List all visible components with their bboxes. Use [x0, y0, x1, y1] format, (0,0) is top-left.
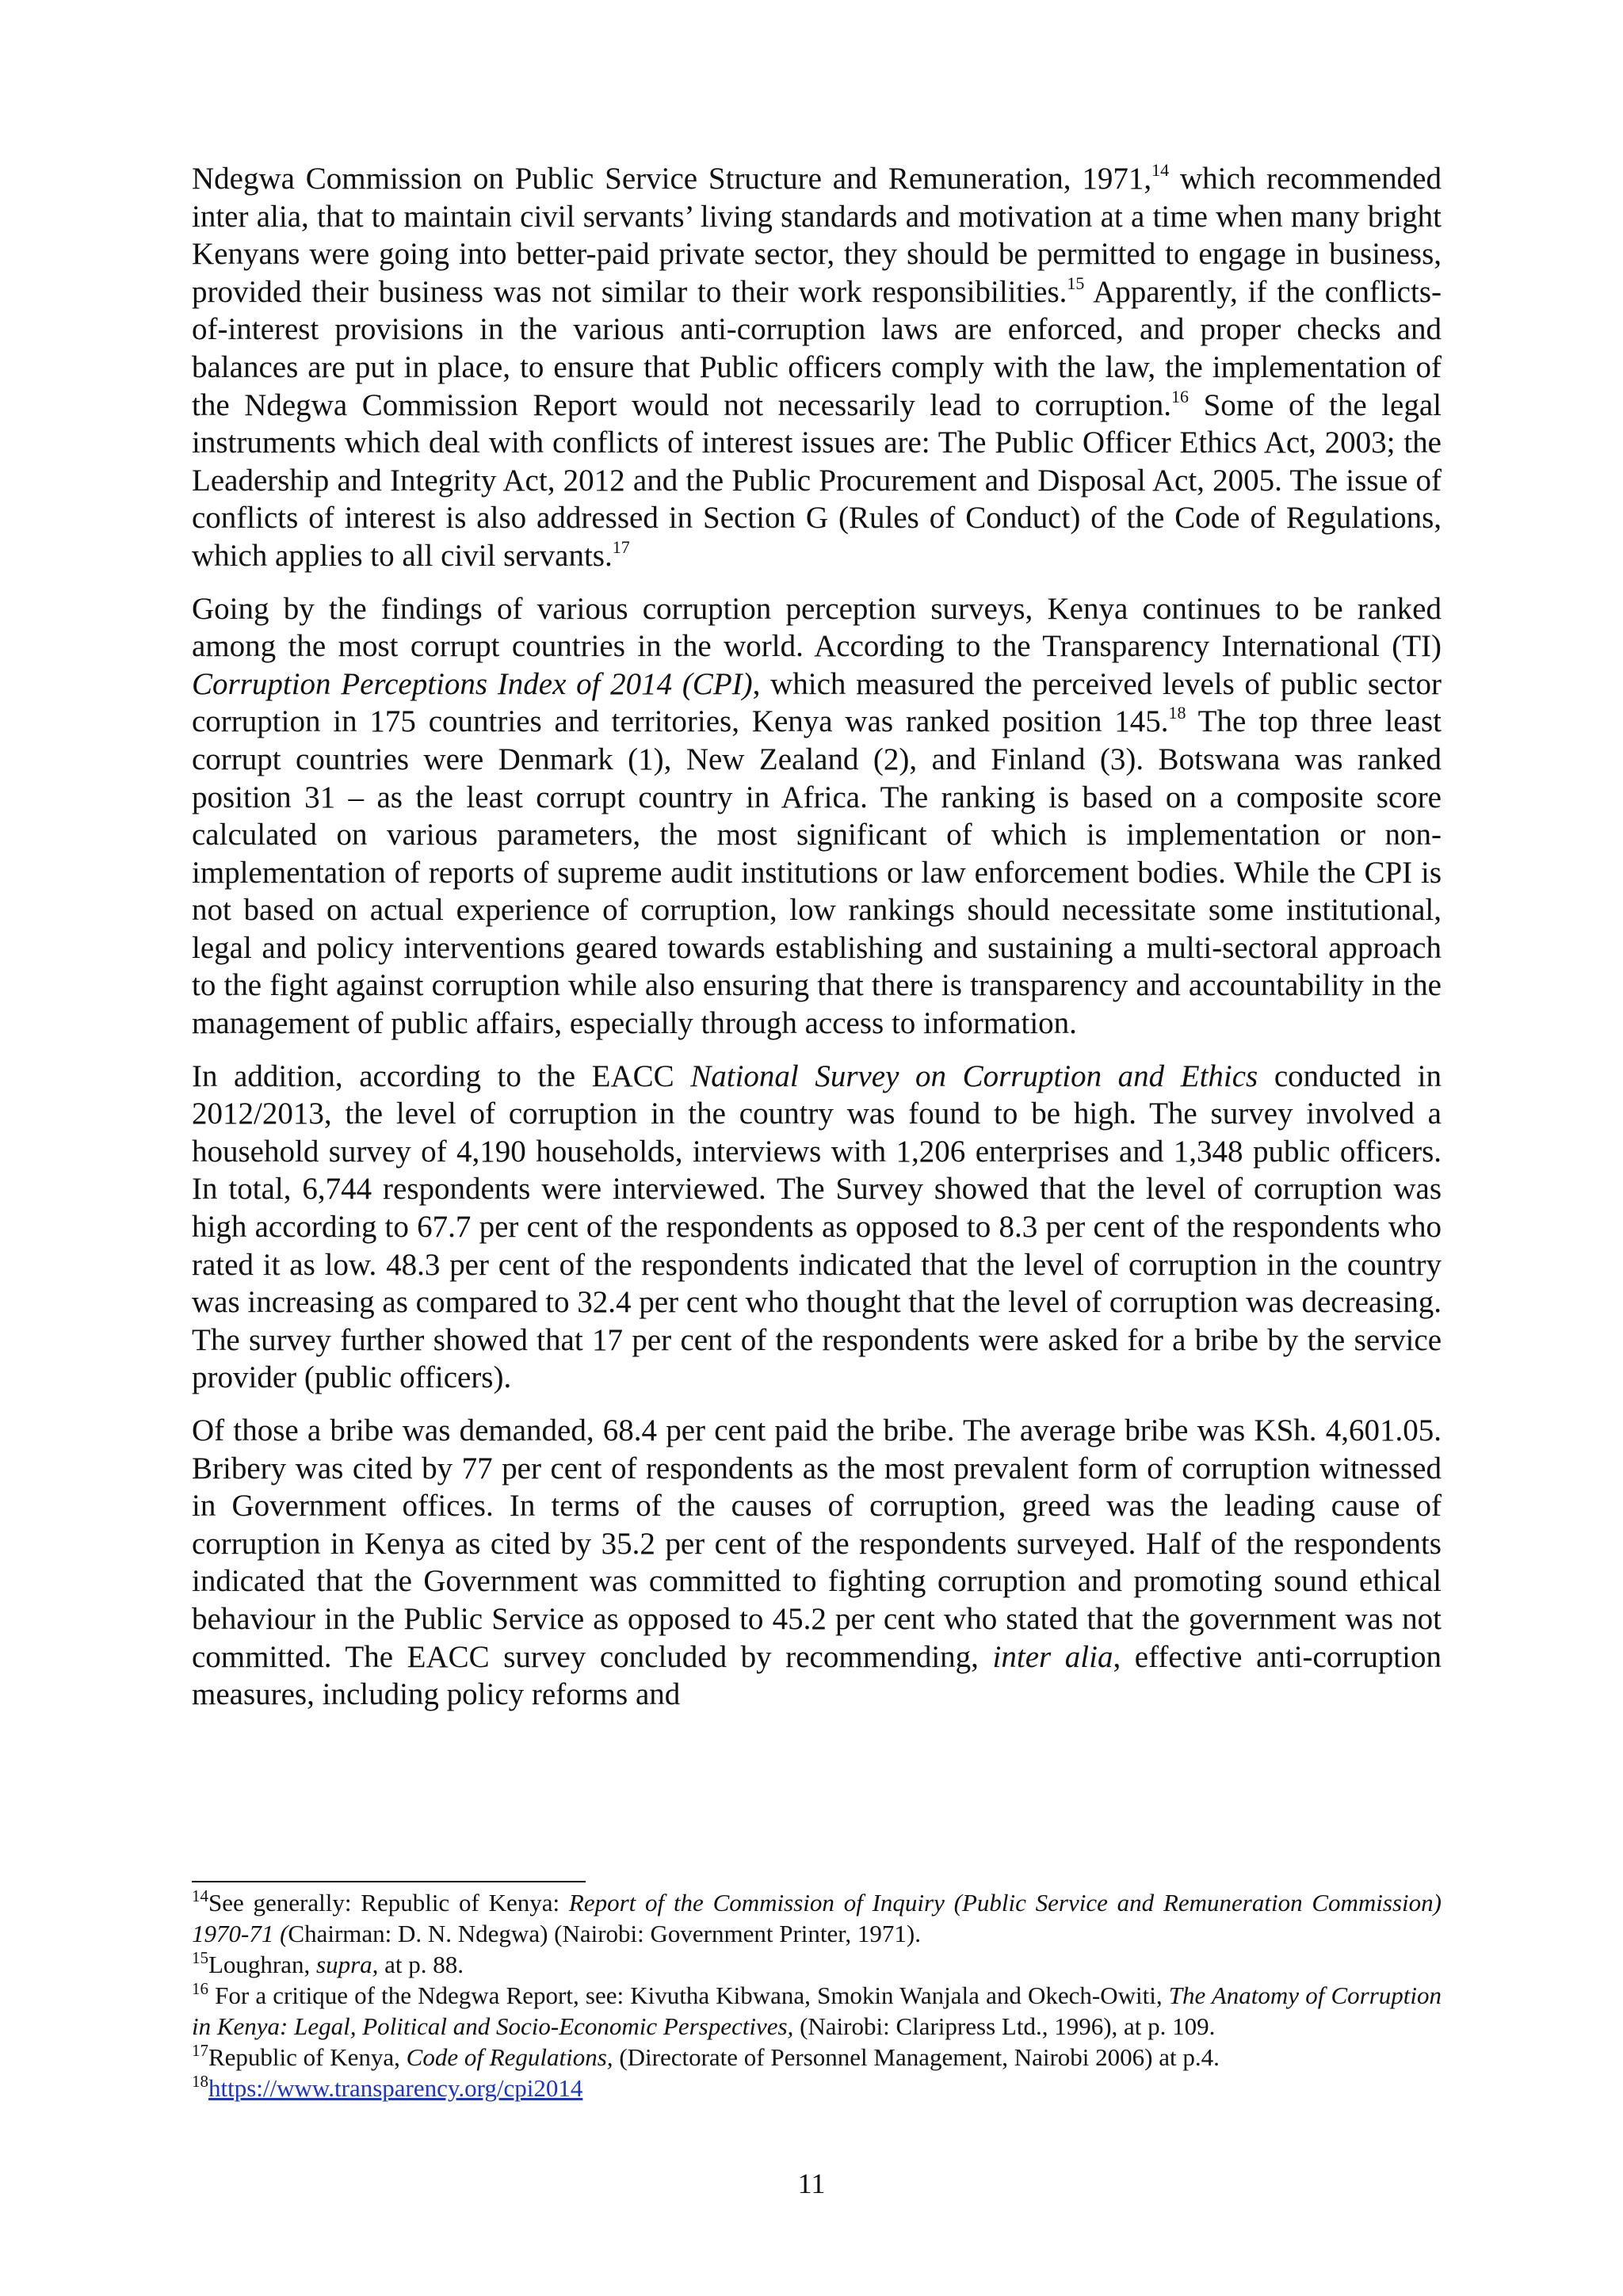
footnote-ref: 17 [192, 2040, 208, 2060]
text-run: which recommended inter alia, that to maintain civil servants’ living standards and motivation at a time when many bright Kenyans were going into better-paid private sector, they should be permitted to engage in business, provided their business was not similar to their work responsibilities. [192, 162, 1442, 309]
footnote-ref: 16 [1171, 386, 1190, 406]
italic-text: The Anatomy of Corruption in Kenya: Legal, Political and Socio-Economic Perspectives, [192, 1981, 1442, 2040]
footnote-ref: 16 [192, 1978, 208, 1998]
paragraph [192, 1058, 1442, 1397]
footnote-ref: 18 [192, 2071, 208, 2091]
footnote-ref: 17 [612, 536, 630, 557]
text-run: Ndegwa Commission on Public Service Structure and Remuneration, 1971, [192, 162, 1152, 196]
text-run: The top three least corrupt countries were Denmark (1), New Zealand (2), and Finland (3). Botswana was ranked position 31 – as the least corrupt country in Africa. The ranking is based on a composite score calculated on various parameters, the most significant of which is implementation or non-implementation of reports of supreme audit institutions or law enforcement bodies. While the CPI is not based on actual experience of corruption, low rankings should necessitate some institutional, legal and policy interventions geared towards establishing and sustaining a multi-sectoral approach to the fight against corruption while also ensuring that there is transparency and accountability in the management of public affairs, especially through access to information. [192, 704, 1442, 1041]
italic-text: Code of Regulations, [406, 2043, 613, 2071]
text-run: (Nairobi: Claripress Ltd., 1996), at p. 109. [793, 2012, 1216, 2040]
paragraph [192, 160, 1442, 575]
text-run: See generally: Republic of Kenya: [208, 1889, 569, 1917]
paragraph [192, 590, 1442, 1043]
page-number: 11 [797, 2168, 826, 2199]
text-run: Some of the legal instruments which deal with conflicts of interest issues are: The Public Officer Ethics Act, 2003; the Leadership and Integrity Act, 2012 and the Public Procurement and Disposal Act, 2005. The issue of conflicts of interest is also addressed in Section G (Rules of Conduct) of the Code of Regulations, which applies to all civil servants. [192, 387, 1442, 573]
footnote-ref: 14 [1151, 160, 1170, 180]
italic-text: supra, [316, 1951, 379, 1978]
footnote [192, 2042, 1442, 2073]
text-run: Chairman: D. N. Ndegwa) (Nairobi: Government Printer, 1971). [288, 1920, 921, 1947]
footnotes [192, 1887, 1442, 2103]
text-run: Apparently, if the conflicts-of-interest provisions in the various anti-corruption laws are enforced, and proper checks and balances are put in place, to ensure that Public officers comply with the law, the implementation of the Ndegwa Commission Report would not necessarily lead to corruption. [192, 274, 1442, 422]
italic-text: Corruption Perceptions Index of 2014 (CPI) [192, 666, 753, 701]
footnote-ref: 15 [192, 1947, 208, 1967]
body-text [192, 160, 1442, 1729]
text-run: In addition, according to the EACC [192, 1058, 691, 1093]
footnote-ref: 14 [192, 1886, 208, 1905]
paragraph [192, 1412, 1442, 1714]
footnote [192, 2073, 1442, 2103]
text-run: Of those a bribe was demanded, 68.4 per cent paid the bribe. The average bribe was KSh. 4,601.05. Bribery was cited by 77 per cent of respondents as the most prevalent form of corruption witnessed in Government offices. In terms of the causes of corruption, greed was the leading cause of corruption in Kenya as cited by 35.2 per cent of the respondents surveyed. Half of the respondents indicated that the Government was committed to fighting corruption and promoting sound ethical behaviour in the Public Service as opposed to 45.2 per cent who stated that the government was not committed. The EACC survey concluded by recommending, [192, 1413, 1442, 1674]
italic-text: inter alia [992, 1639, 1113, 1674]
text-run: conducted in 2012/2013, the level of corruption in the country was found to be high. The survey involved a household survey of 4,190 households, interviews with 1,206 enterprises and 1,348 public officers. In total, 6,744 respondents were interviewed. The Survey showed that the level of corruption was high according to 67.7 per cent of the respondents as opposed to 8.3 per cent of the respondents who rated it as low. 48.3 per cent of the respondents indicated that the level of corruption in the country was increasing as compared to 32.4 per cent who thought that the level of corruption was decreasing. The survey further showed that 17 per cent of the respondents were asked for a bribe by the service provider (public officers). [192, 1058, 1442, 1395]
footnote-ref: 15 [1067, 273, 1085, 293]
text-run: Republic of Kenya, [208, 2043, 407, 2071]
text-run: , which measured the perceived levels of public sector corruption in 175 countries and territories, Kenya was ranked position 145. [192, 666, 1442, 739]
footnote-link[interactable]: https://www.transparency.org/cpi2014 [208, 2074, 583, 2102]
text-run: at p. 88. [378, 1951, 464, 1978]
text-run: (Directorate of Personnel Management, Nairobi 2006) at p.4. [613, 2043, 1220, 2071]
text-run: For a critique of the Ndegwa Report, see: Kivutha Kibwana, Smokin Wanjala and Okech-Owiti, [208, 1981, 1169, 2009]
text-run: , effective anti-corruption measures, including policy reforms and [192, 1639, 1442, 1712]
italic-text: Report of the Commission of Inquiry (Public Service and Remuneration Commission) 1970-71 ( [192, 1889, 1442, 1947]
text-run: Going by the findings of various corruption perception surveys, Kenya continues to be ranked among the most corrupt countries in the world. According to the Transparency International (TI) [192, 591, 1442, 664]
footnote [192, 1887, 1442, 1949]
footnote [192, 1980, 1442, 2042]
footnote-separator [192, 1881, 586, 1882]
text-run: Loughran, [208, 1951, 317, 1978]
footnote-ref: 18 [1168, 703, 1186, 723]
italic-text: National Survey on Corruption and Ethics [690, 1058, 1258, 1093]
footnote [192, 1949, 1442, 1980]
